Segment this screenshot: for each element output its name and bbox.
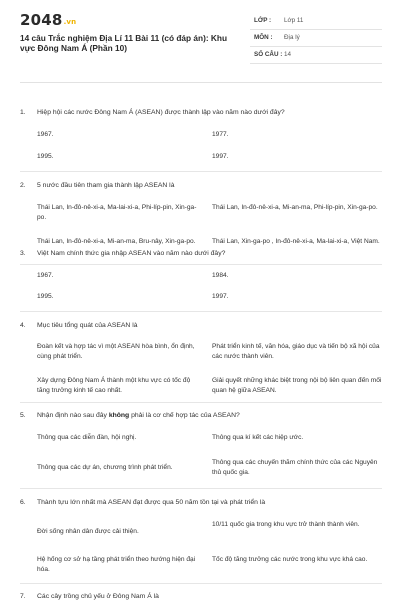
question-text: 7. Các cây trồng chủ yếu ở Đông Nam Á là [20, 593, 159, 600]
answer-option[interactable]: Thái Lan, In-đô-nê-xi-a, Ma-lai-xi-a, Phi-líp-pin, Xin-ga-po. [37, 204, 197, 221]
meta-row-subject: MÔN : Địa lý [250, 30, 382, 47]
question-text: 2. 5 nước đầu tiên tham gia thành lập ASEAN là [20, 182, 175, 189]
answer-option[interactable]: 1997. [212, 153, 229, 160]
question-4 [20, 321, 382, 330]
answer-option[interactable]: Giải quyết những khác biệt trong nội bộ liên quan đến mối quan hệ giữa ASEAN. [212, 377, 382, 394]
answer-option[interactable]: Tốc độ tăng trưởng các nước trong khu vực khá cao. [212, 556, 368, 563]
answer-option[interactable]: Thái Lan, In-đô-nê-xi-a, Mi-an-ma, Bru-nây, Xin-ga-po. [37, 238, 196, 245]
answer-option[interactable]: Thái Lan, Xin-ga-po , In-đô-nê-xi-a, Ma-lai-xi-a, Việt Nam. [212, 238, 380, 245]
question-text: 5. Nhận định nào sau đây không phải là cơ chế hợp tác của ASEAN? [20, 412, 240, 419]
answer-option[interactable]: 1977. [212, 131, 229, 138]
question-divider [20, 488, 382, 489]
question-1 [20, 108, 382, 148]
answer-option[interactable]: 1995. [37, 153, 54, 160]
question-2 [20, 181, 382, 190]
answer-option[interactable]: 1967. [37, 131, 54, 138]
header-divider [20, 82, 382, 83]
answer-option[interactable]: 10/11 quốc gia trong khu vực trở thành thành viên. [212, 521, 360, 528]
answer-option[interactable]: Xây dựng Đông Nam Á thành một khu vực có tốc độ tăng trưởng kinh tế cao nhất. [37, 377, 191, 394]
answer-option[interactable]: Hệ hống cơ sở hạ tầng phát triển theo hướng hiện đại hóa. [37, 556, 196, 573]
question-divider [20, 402, 382, 403]
question-text: 4. Mục tiêu tổng quát của ASEAN là [20, 322, 138, 329]
question-text: 1. Hiệp hội các nước Đông Nam Á (ASEAN) được thành lập vào năm nào dưới đây? [20, 109, 285, 116]
meta-row-class: LỚP : Lớp 11 [250, 13, 382, 30]
answer-option[interactable]: Phát triển kinh tế, văn hóa, giáo dục và tiến bộ xã hội của các nước thành viên. [212, 343, 380, 360]
answer-option[interactable]: Thông qua các chuyến thăm chính thức của các Nguyên thủ quốc gia. [212, 459, 378, 476]
answer-option[interactable]: Thông qua các dự án, chương trình phát triển. [37, 464, 173, 471]
meta-row-count: SỐ CÂU : 14 [250, 47, 382, 64]
answer-option[interactable]: 1967. [37, 272, 54, 279]
question-5 [20, 411, 382, 420]
page-title: 14 câu Trắc nghiệm Địa Lí 11 Bài 11 (có đáp án): Khu vực Đông Nam Á (Phần 10) [20, 33, 228, 53]
question-divider [20, 171, 382, 172]
answer-option[interactable]: Thái Lan, In-đô-nê-xi-a, Mi-an-ma, Phi-líp-pin, Xin-ga-po. [212, 204, 378, 211]
question-text: 6. Thành tựu lớn nhất mà ASEAN đạt được qua 50 năm tồn tại và phát triển là [20, 499, 266, 506]
question-text: 3. Việt Nam chính thức gia nhập ASEAN vào năm nào dưới đây? [20, 250, 226, 257]
meta-table [250, 13, 382, 64]
answer-option[interactable]: Thông qua các diễn đàn, hội nghị. [37, 434, 137, 441]
answer-option[interactable]: Đoàn kết và hợp tác vì một ASEAN hòa bình, ổn định, cùng phát triển. [37, 343, 195, 360]
site-logo[interactable]: 2048.vn [20, 11, 77, 29]
question-divider [20, 583, 382, 584]
question-divider [20, 311, 382, 312]
answer-option[interactable]: 1984. [212, 272, 229, 279]
document-header [0, 0, 400, 64]
answer-option[interactable]: Thông qua kí kết các hiệp ước. [212, 434, 304, 441]
question-divider [20, 264, 382, 265]
question-6 [20, 498, 382, 507]
answer-option[interactable]: 1995. [37, 293, 54, 300]
answer-option[interactable]: 1997. [212, 293, 229, 300]
question-3 [20, 249, 382, 258]
answer-option[interactable]: Đời sống nhân dân được cải thiện. [37, 528, 139, 535]
